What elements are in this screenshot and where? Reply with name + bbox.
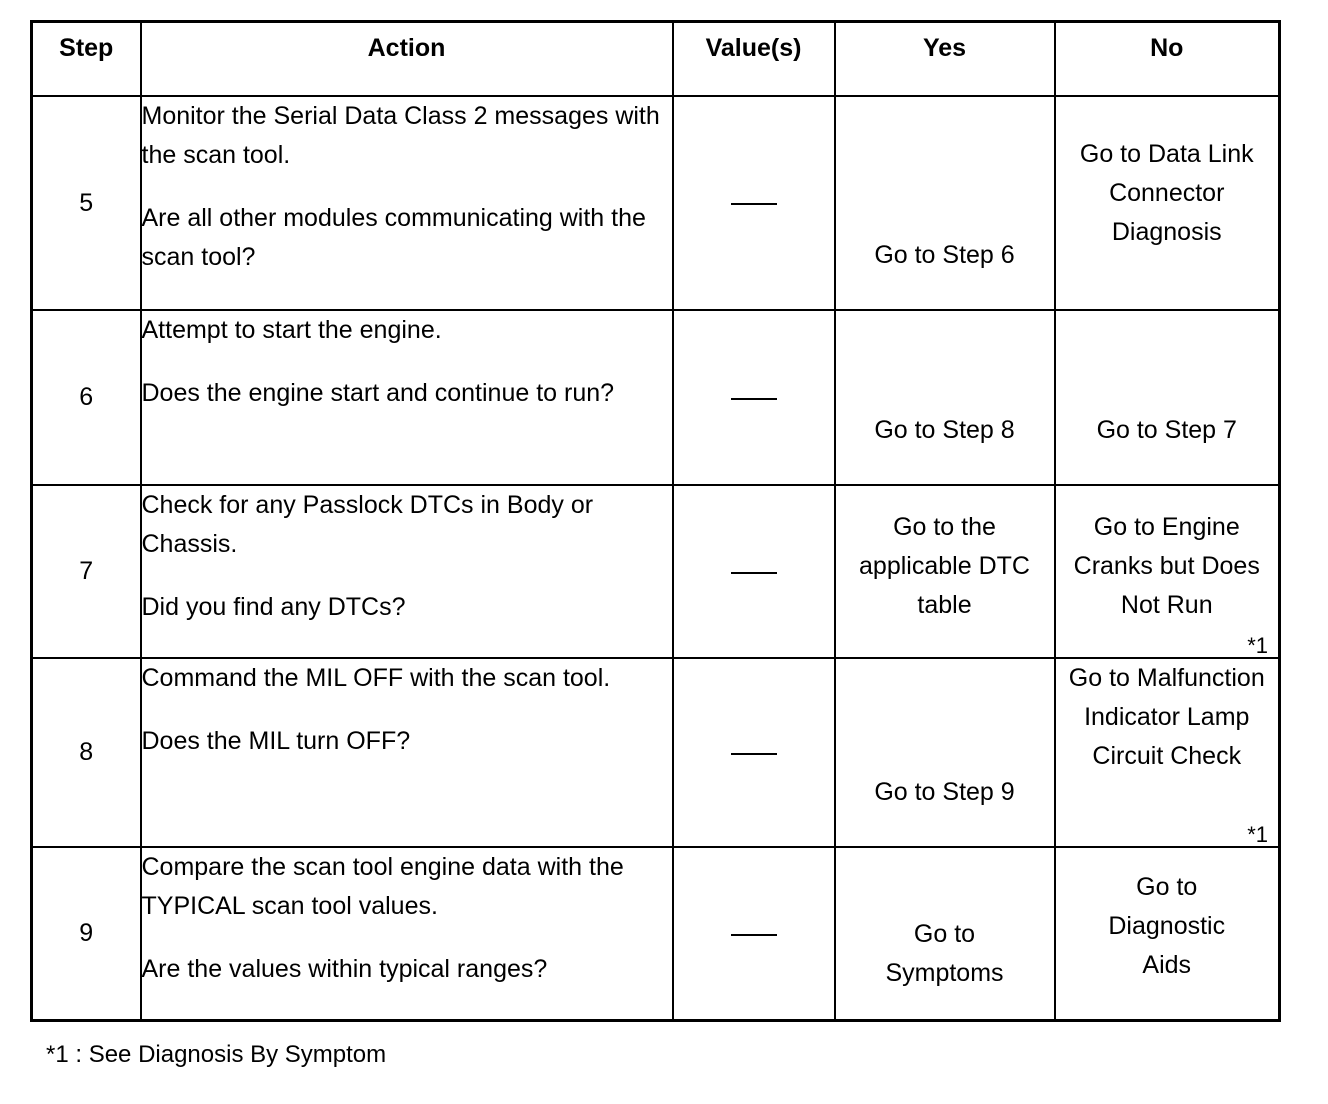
yes-cell: Go to Step 9 [835,658,1055,847]
action-question: Does the engine start and continue to run? [141,379,615,408]
no-cell [1055,847,1280,1020]
action-cell [141,485,673,658]
no-text: Go to Diagnostic Aids [1108,873,1226,980]
no-text: Go to Step 7 [1096,416,1237,445]
no-cell [1055,485,1280,658]
value-cell [673,658,835,847]
header-action: Action [141,22,673,97]
table-row [32,485,1280,658]
no-text: Go to Malfunction Indicator Lamp Circuit Check [1068,664,1265,771]
value-dash [731,203,777,205]
step-number: 9 [32,847,141,1020]
footnote-marker: *1 [1247,633,1268,659]
value-dash [731,753,777,755]
no-cell [1055,310,1280,485]
table-row [32,96,1280,310]
action-cell [141,847,673,1020]
no-cell [1055,96,1280,310]
yes-text: Go to Symptoms [885,920,1004,987]
step-number: 8 [32,658,141,847]
action-cell [141,96,673,310]
header-values: Value(s) [673,22,835,97]
no-cell [1055,658,1280,847]
action-instruction: Check for any Passlock DTCs in Body or Chassis. [141,491,594,559]
action-instruction: Monitor the Serial Data Class 2 messages with the scan tool. [141,102,660,169]
table-row [32,310,1280,485]
no-text: Go to Data Link Connector Diagnosis [1079,139,1254,246]
header-step: Step [32,22,141,97]
action-cell [141,310,673,485]
header-row [32,22,1280,97]
diagnostic-table-container [30,20,1278,1022]
header-yes: Yes [835,22,1055,97]
yes-cell: Go to Step 8 [835,310,1055,485]
table-row [32,847,1280,1020]
action-question: Are the values within typical ranges? [141,955,548,984]
action-instruction: Attempt to start the engine. [141,316,442,345]
action-instruction: Compare the scan tool engine data with the TYPICAL scan tool values. [141,853,624,921]
action-question: Did you find any DTCs? [141,593,406,622]
table-row [32,658,1280,847]
step-number: 7 [32,485,141,658]
step-number: 5 [32,96,141,310]
action-instruction: Command the MIL OFF with the scan tool. [141,664,611,693]
footnote-text: *1 : See Diagnosis By Symptom [46,1041,387,1068]
action-cell [141,658,673,847]
value-dash [731,572,777,574]
diagnostic-table [30,20,1281,1022]
value-cell [673,310,835,485]
footnote-marker: *1 [1247,822,1268,848]
value-cell [673,847,835,1020]
yes-cell [835,847,1055,1020]
step-number: 6 [32,310,141,485]
header-no: No [1055,22,1280,97]
no-text: Go to Engine Cranks but Does Not Run [1073,513,1260,620]
value-dash [731,934,777,936]
yes-cell: Go to Step 6 [835,96,1055,310]
value-cell [673,485,835,658]
value-dash [731,398,777,400]
value-cell [673,96,835,310]
action-question: Does the MIL turn OFF? [141,727,411,756]
action-question: Are all other modules communicating with the scan tool? [141,204,646,271]
yes-cell: Go to the applicable DTC table [835,485,1055,658]
